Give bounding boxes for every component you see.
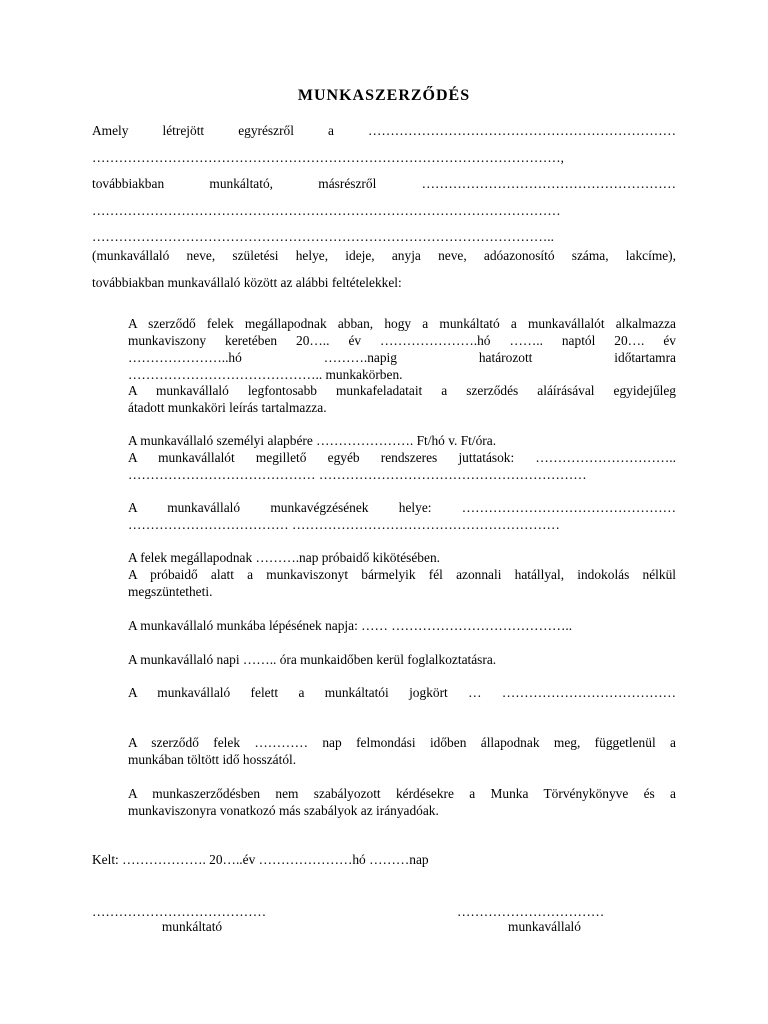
employee-signature-label: munkavállaló [508,919,581,934]
clause-1-line-3: …………………..hó ……….napig határozott időtartamra [128,350,676,365]
clause-workplace-line-2: ……………………………… …………………………………………………… [128,517,560,532]
clause-probation-line-1: A felek megállapodnak ……….nap próbaidő kikötésében. [128,550,440,565]
intro-line-5: ………………………………………………………………………………………….. [92,229,554,244]
clause-1-line-1: A szerződő felek megállapodnak abban, hogy a munkáltató a munkavállalót alkalmazza [128,316,676,331]
clause-start-date: A munkavállaló munkába lépésének napja: …… ………………………………….. [128,618,573,633]
clause-notice-line-2: munkában töltött idő hosszától. [128,752,297,767]
clause-benefits-line-2: …………………………………… …………………………………………………… [128,467,587,482]
clause-2-line-2: átadott munkaköri leírás tartalmazza. [128,400,327,415]
intro-line-4: …………………………………………………………………………………………… [92,203,561,218]
clause-governing-law-line-2: munkaviszonyra vonatkozó más szabályok az irányadóak. [128,803,439,818]
intro-line-6: (munkavállaló neve, születési helye, ideje, anyja neve, adóazonosító száma, lakcíme), [92,248,676,263]
clause-governing-law-line-1: A munkaszerződésben nem szabályozott kérdésekre a Munka Törvénykönyve és a [128,786,676,801]
document-title: MUNKASZERZŐDÉS [297,87,471,104]
intro-line-7: továbbiakban munkavállaló között az alábbi feltételekkel: [92,275,402,290]
clause-probation-line-2: A próbaidő alatt a munkaviszonyt bármelyik fél azonnali hatállyal, indokolás nélkül [128,567,676,582]
intro-line-2: ……………………………………………………………………………………………, [92,150,565,165]
employee-signature-line: …………………………… [457,904,605,919]
employer-signature-line: ………………………………… [92,904,267,919]
clause-2-line-1: A munkavállaló legfontosabb munkafeladatait a szerződés aláírásával egyidejűleg [128,383,676,398]
clause-1-line-4: …………………………………….. munkakörben. [128,367,403,382]
employer-signature-label: munkáltató [161,919,223,934]
clause-base-salary: A munkavállaló személyi alapbére …………………. Ft/hó v. Ft/óra. [128,433,497,448]
kelt-date-line: Kelt: ………………. 20…..év …………………hó ………nap [92,852,429,867]
clause-notice-line-1: A szerződő felek ………… nap felmondási időben állapodnak meg, függetlenül a [128,735,676,750]
clause-working-hours: A munkavállaló napi …….. óra munkaidőben kerül foglalkoztatásra. [128,652,497,667]
intro-line-1: Amely létrejött egyrészről a …………………………………………………………… [92,123,676,138]
clause-1-line-2: munkaviszony keretében 20….. év ………………….hó …….. naptól 20…. év [128,333,676,348]
intro-line-3: továbbiakban munkáltató, másrészről ………………………………………………… [92,176,676,191]
clause-benefits-line-1: A munkavállalót megillető egyéb rendszeres juttatások: ………………………….. [128,450,676,465]
clause-probation-line-3: megszüntetheti. [128,584,213,599]
clause-workplace-line-1: A munkavállaló munkavégzésének helye: ………………………………………… [128,500,676,515]
clause-employer-authority: A munkavállaló felett a munkáltatói jogkört … ………………………………… [128,685,676,700]
